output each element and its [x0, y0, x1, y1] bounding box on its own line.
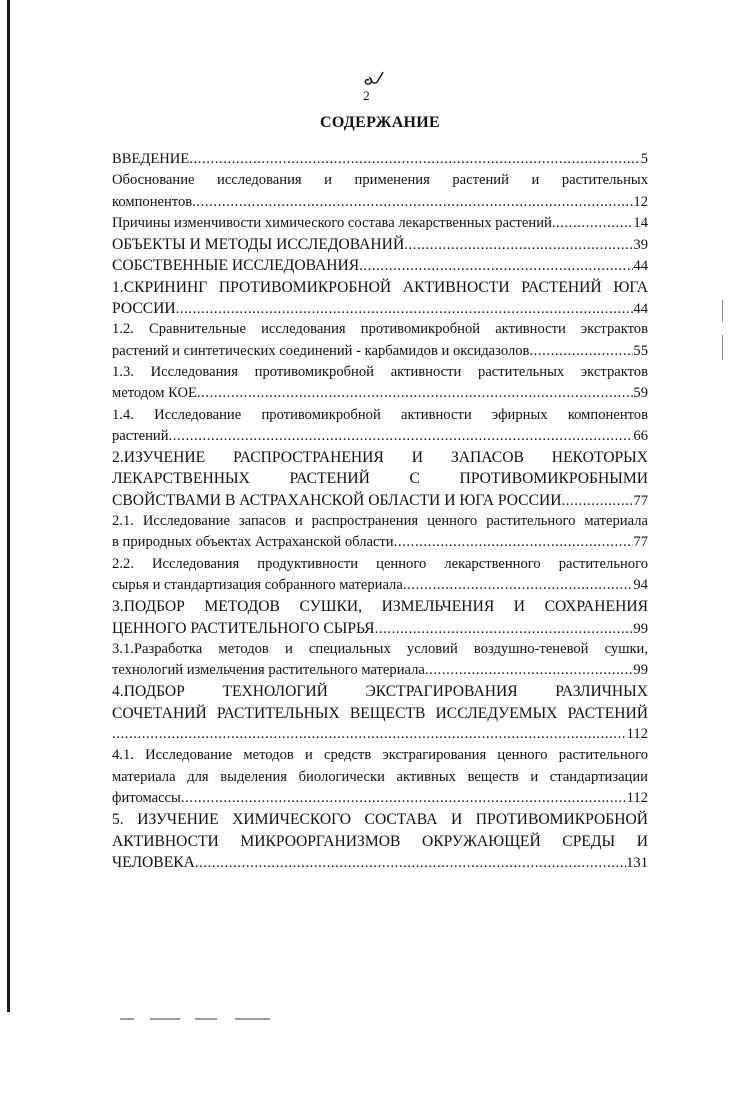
- toc-page-number: 94: [633, 576, 648, 593]
- dot-leader: [189, 149, 640, 170]
- toc-page-number: 99: [633, 662, 648, 679]
- toc-entry[interactable]: [112, 277, 648, 320]
- toc-entry-title: Причины изменчивости химического состава лекарственных растений: [112, 214, 552, 231]
- toc-entry[interactable]: [112, 809, 648, 873]
- toc-entry-title: ОБЪЕКТЫ И МЕТОДЫ ИССЛЕДОВАНИЙ: [112, 236, 405, 254]
- toc-entry[interactable]: [112, 362, 648, 405]
- toc-entry-last-line: [112, 234, 648, 255]
- toc-entry-last-line: [112, 660, 648, 681]
- toc-entry-last-line: [112, 490, 648, 511]
- toc-page-number: 44: [633, 258, 648, 275]
- toc-entry[interactable]: [112, 596, 648, 639]
- page-title: СОДЕРЖАНИЕ: [319, 114, 441, 131]
- table-of-contents: [112, 149, 648, 873]
- toc-entry-last-line: [112, 213, 648, 234]
- toc-entry[interactable]: [112, 554, 648, 597]
- dot-leader: [404, 235, 633, 256]
- toc-entry-text-line: 4.1. Исследование методов и средств экстрагирования ценного растительного: [112, 747, 648, 764]
- toc-page-number: 112: [626, 726, 648, 743]
- toc-entry-last-line: [112, 852, 648, 873]
- scan-noise: [120, 1018, 134, 1020]
- toc-entry-text-line: 5. ИЗУЧЕНИЕ ХИМИЧЕСКОГО СОСТАВА И ПРОТИВОМИКРОБНОЙ: [112, 811, 648, 829]
- toc-entry[interactable]: [112, 639, 648, 682]
- dot-leader: [192, 192, 633, 213]
- toc-entry-last-line: [112, 532, 648, 553]
- toc-entry-title: ВВЕДЕНИЕ: [112, 151, 190, 167]
- toc-entry-last-line: [112, 149, 648, 170]
- scan-noise: [195, 1018, 217, 1020]
- toc-entry[interactable]: [112, 405, 648, 448]
- toc-entry-title: растений и синтетических соединений - карбамидов и оксидазолов: [112, 342, 530, 359]
- toc-entry-text-line: 1.3. Исследования противомикробной активности растительных экстрактов: [112, 363, 648, 380]
- toc-entry-text-line: 1.2. Сравнительные исследования противомикробной активности экстрактов: [112, 321, 648, 338]
- toc-entry-last-line: [112, 724, 648, 745]
- toc-entry-text-line: СОЧЕТАНИЙ РАСТИТЕЛЬНЫХ ВЕЩЕСТВ ИССЛЕДУЕМЫХ РАСТЕНИЙ: [112, 704, 648, 722]
- page-number: 2: [363, 88, 370, 103]
- toc-page-number: 5: [640, 151, 648, 167]
- toc-page-number: 59: [633, 385, 648, 402]
- toc-entry-text-line: 3.1.Разработка методов и специальных условий воздушно-теневой сушки,: [112, 640, 648, 657]
- toc-entry-title: СОБСТВЕННЫЕ ИССЛЕДОВАНИЯ: [112, 257, 360, 275]
- dot-leader: [562, 491, 634, 512]
- dot-leader: [169, 426, 634, 447]
- toc-entry-text-line: 2.2. Исследования продуктивности ценного лекарственного растительного: [112, 555, 648, 572]
- dot-leader: [394, 532, 634, 553]
- dot-leader: [403, 575, 634, 596]
- scan-noise: [235, 1018, 270, 1020]
- toc-entry-last-line: [112, 426, 648, 447]
- toc-entry[interactable]: [112, 213, 648, 234]
- toc-entry-text-line: 3.ПОДБОР МЕТОДОВ СУШКИ, ИЗМЕЛЬЧЕНИЯ И СОХРАНЕНИЯ: [112, 598, 648, 616]
- dot-leader: [112, 724, 627, 745]
- toc-page-number: 44: [633, 301, 648, 318]
- toc-entry[interactable]: [112, 447, 648, 511]
- toc-page-number: 66: [633, 427, 648, 444]
- toc-entry[interactable]: [112, 681, 648, 745]
- dot-leader: [197, 383, 633, 404]
- toc-entry-title: ЧЕЛОВЕКА: [112, 853, 195, 871]
- toc-entry-text-line: 2.ИЗУЧЕНИЕ РАСПРОСТРАНЕНИЯ И ЗАПАСОВ НЕКОТОРЫХ: [112, 449, 648, 467]
- scan-edge-line: [7, 0, 10, 1012]
- handwritten-mark-icon: [360, 68, 384, 88]
- toc-entry-last-line: [112, 575, 648, 596]
- dot-leader: [359, 256, 633, 277]
- toc-entry-text-line: АКТИВНОСТИ МИКРООРГАНИЗМОВ ОКРУЖАЮЩЕЙ СРЕДЫ И: [112, 832, 648, 850]
- toc-entry-title: в природных объектах Астраханской области: [112, 534, 394, 551]
- toc-entry-last-line: [112, 383, 648, 404]
- toc-page-number: 55: [633, 342, 648, 359]
- toc-entry-text-line: материала для выделения биологически активных веществ и стандартизации: [112, 768, 648, 785]
- toc-entry[interactable]: [112, 255, 648, 276]
- toc-entry-title: СВОЙСТВАМИ В АСТРАХАНСКОЙ ОБЛАСТИ И ЮГА РОССИИ: [112, 491, 562, 509]
- toc-entry-last-line: [112, 618, 648, 639]
- dot-leader: [195, 853, 626, 874]
- toc-page-number: 77: [633, 534, 648, 551]
- scan-mark: [722, 335, 723, 360]
- toc-entry-text-line: 4.ПОДБОР ТЕХНОЛОГИЙ ЭКСТРАГИРОВАНИЯ РАЗЛИЧНЫХ: [112, 683, 648, 701]
- toc-entry[interactable]: [112, 319, 648, 362]
- toc-entry[interactable]: [112, 511, 648, 554]
- dot-leader: [181, 788, 627, 809]
- toc-entry-title: растений: [112, 427, 169, 444]
- toc-entry-title: технологий измельчения растительного материала: [112, 662, 425, 679]
- toc-entry-text-line: 1.4. Исследование противомикробной активности эфирных компонентов: [112, 406, 648, 423]
- toc-page-number: 99: [633, 620, 648, 637]
- dot-leader: [375, 619, 634, 640]
- toc-page-number: 131: [626, 854, 648, 871]
- scan-mark: [722, 300, 723, 322]
- toc-page-number: 12: [633, 193, 648, 210]
- toc-page-number: 14: [633, 214, 648, 231]
- toc-entry-title: РОССИИ: [112, 300, 176, 318]
- toc-entry[interactable]: [112, 234, 648, 255]
- toc-entry[interactable]: [112, 745, 648, 809]
- toc-entry-last-line: [112, 192, 648, 213]
- toc-page-number: 39: [633, 237, 648, 254]
- toc-entry-title: сырья и стандартизация собранного материала: [112, 576, 403, 593]
- scan-noise: [150, 1018, 180, 1020]
- toc-entry-last-line: [112, 255, 648, 276]
- toc-entry-text-line: 2.1. Исследование запасов и распространения ценного растительного материала: [112, 513, 648, 530]
- toc-entry-title: фитомассы: [112, 789, 181, 806]
- toc-entry-text-line: ЛЕКАРСТВЕННЫХ РАСТЕНИЙ С ПРОТИВОМИКРОБНЫМИ: [112, 470, 648, 488]
- toc-entry[interactable]: [112, 170, 648, 213]
- dot-leader: [425, 660, 634, 681]
- toc-entry-last-line: [112, 788, 648, 809]
- dot-leader: [529, 341, 633, 362]
- toc-entry-title: ЦЕННОГО РАСТИТЕЛЬНОГО СЫРЬЯ: [112, 619, 375, 637]
- toc-entry-last-line: [112, 298, 648, 319]
- dot-leader: [176, 299, 634, 320]
- toc-entry-title: компонентов: [112, 193, 193, 210]
- toc-entry-text-line: Обоснование исследования и применения растений и растительных: [112, 172, 648, 189]
- dot-leader: [552, 213, 634, 234]
- toc-entry-title: методом КОЕ: [112, 385, 197, 402]
- toc-entry-last-line: [112, 341, 648, 362]
- toc-entry[interactable]: [112, 149, 648, 170]
- toc-entry-text-line: 1.СКРИНИНГ ПРОТИВОМИКРОБНОЙ АКТИВНОСТИ РАСТЕНИЙ ЮГА: [112, 278, 648, 296]
- toc-page-number: 77: [633, 492, 648, 509]
- toc-page-number: 112: [626, 789, 648, 806]
